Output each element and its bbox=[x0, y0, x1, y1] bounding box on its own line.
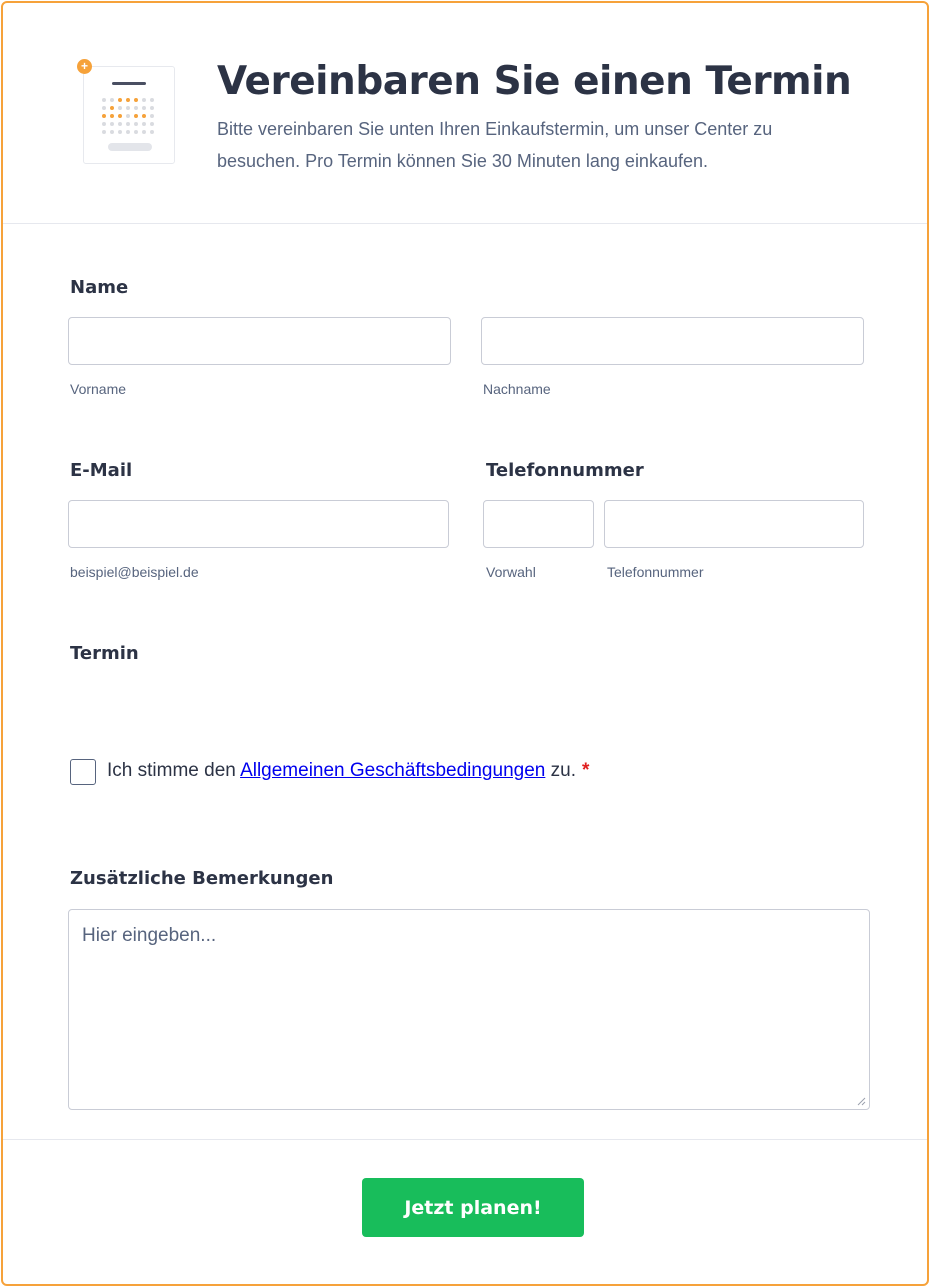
form-header bbox=[3, 3, 927, 224]
phone-label: Telefonnummer bbox=[486, 460, 644, 481]
last-name-input[interactable] bbox=[481, 317, 864, 365]
first-name-sublabel: Vorname bbox=[70, 381, 127, 397]
terms-suffix: zu. bbox=[550, 760, 576, 781]
remarks-placeholder: Hier eingeben... bbox=[82, 925, 217, 946]
phone-number-sublabel: Telefonnummer bbox=[607, 564, 704, 580]
resize-handle-icon[interactable] bbox=[857, 1097, 866, 1106]
terms-prefix: Ich stimme den bbox=[107, 760, 236, 781]
email-input[interactable] bbox=[68, 500, 449, 548]
plus-badge-icon: + bbox=[77, 59, 92, 74]
first-name-input[interactable] bbox=[68, 317, 451, 365]
email-label: E-Mail bbox=[70, 460, 133, 481]
required-asterisk: * bbox=[581, 760, 590, 781]
submit-button[interactable]: Jetzt planen! bbox=[362, 1178, 584, 1237]
terms-link[interactable]: Allgemeinen Geschäftsbedingungen bbox=[240, 760, 546, 781]
name-label: Name bbox=[70, 277, 129, 298]
last-name-sublabel: Nachname bbox=[483, 381, 551, 397]
footer-divider bbox=[3, 1139, 927, 1140]
calendar-icon bbox=[83, 66, 175, 164]
remarks-label: Zusätzliche Bemerkungen bbox=[70, 868, 334, 889]
remarks-textarea[interactable] bbox=[68, 909, 870, 1110]
terms-text bbox=[107, 760, 589, 782]
terms-checkbox[interactable] bbox=[70, 759, 96, 785]
page-title: Vereinbaren Sie einen Termin bbox=[217, 59, 852, 104]
email-sublabel: beispiel@beispiel.de bbox=[70, 564, 199, 580]
form-container bbox=[1, 1, 929, 1286]
area-code-sublabel: Vorwahl bbox=[486, 564, 536, 580]
area-code-input[interactable] bbox=[483, 500, 594, 548]
appointment-label: Termin bbox=[70, 643, 139, 664]
page-subtitle: Bitte vereinbaren Sie unten Ihren Einkaufstermin, um unser Center zu besuchen. Pro Termin können Sie 30 Minuten lang einkaufen. bbox=[217, 119, 773, 171]
phone-number-input[interactable] bbox=[604, 500, 864, 548]
